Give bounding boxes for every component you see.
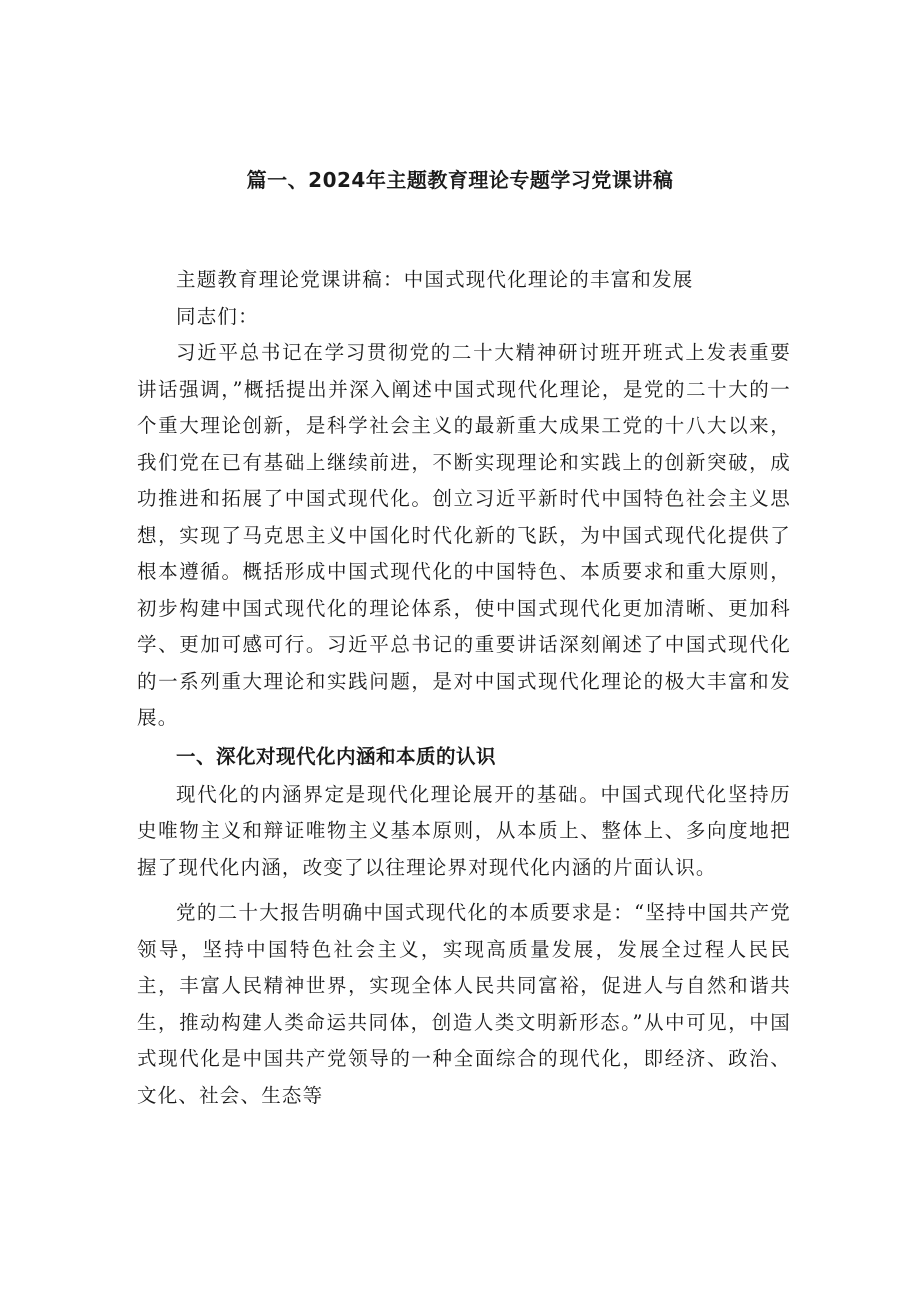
document-body	[137, 262, 791, 1114]
document-subtitle: 主题教育理论党课讲稿：中国式现代化理论的丰富和发展	[176, 268, 694, 291]
salutation: 同志们：	[176, 304, 259, 328]
document-title: 篇一、2024年主题教育理论专题学习党课讲稿	[246, 168, 674, 192]
body-paragraph: 党的二十大报告明确中国式现代化的本质要求是：“坚持中国共产党领导，坚持中国特色社会主义，实现高质量发展，发展全过程人民民主，丰富人民精神世界，实现全体人民共同富裕，促进人与自然和谐共生，推动构建人类命运共同体，创造人类文明新形态。”从中可见，中国式现代化是中国共产党领导的一种全面综合的现代化，即经济、政治、文化、社会、生态等	[137, 901, 791, 1107]
body-paragraph: 习近平总书记在学习贯彻党的二十大精神研讨班开班式上发表重要讲话强调，”概括提出并深入阐述中国式现代化理论，是党的二十大的一个重大理论创新，是科学社会主义的最新重大成果工党的十八大以来，我们党在已有基础上继续前进，不断实现理论和实践上的创新突破，成功推进和拓展了中国式现代化。创立习近平新时代中国特色社会主义思想，实现了马克思主义中国化时代化新的飞跃，为中国式现代化提供了根本遵循。概括形成中国式现代化的中国特色、本质要求和重大原则，初步构建中国式现代化的理论体系，使中国式现代化更加清晰、更加科学、更加可感可行。习近平总书记的重要讲话深刻阐述了中国式现代化的一系列重大理论和实践问题，是对中国式现代化理论的极大丰富和发展。	[137, 341, 791, 729]
section-heading: 一、深化对现代化内涵和本质的认识	[176, 744, 497, 768]
body-paragraph: 现代化的内涵界定是现代化理论展开的基础。中国式现代化坚持历史唯物主义和辩证唯物主义基本原则，从本质上、整体上、多向度地把握了现代化内涵，改变了以往理论界对现代化内涵的片面认识。	[137, 782, 791, 879]
